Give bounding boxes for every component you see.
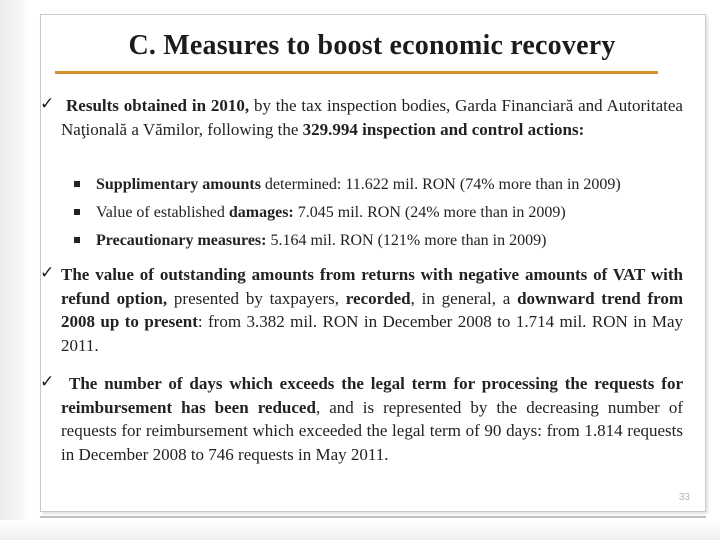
title-underline [55, 71, 658, 74]
square-bullet-icon [74, 181, 80, 187]
square-bullet-icon [74, 209, 80, 215]
bullet-results-2010 [61, 94, 683, 141]
left-decorative-band [0, 0, 30, 540]
bullet-reimbursement-days [61, 372, 683, 467]
bullet2-text-c: : from 3.382 mil. RON in December 2008 to 1.714 mil. RON in May 2011. [61, 312, 683, 356]
bullet2-recorded: recorded [345, 288, 411, 308]
bullet1-text: by the tax inspection bodies, Garda Financiară and Autoritatea Naţională a Vămilor, following the [61, 96, 683, 139]
bullet3-bold-lead: The number of days which exceeds the legal term for processing the requests for reimbursement has been reduced [61, 374, 683, 417]
sub3-text: 5.164 mil. RON (121% more than in 2009) [266, 232, 547, 249]
frame-bottom-rule [40, 516, 706, 518]
bullet2-bold-lead: The value of outstanding amounts from returns with negative amounts of VAT with refund option, [61, 265, 683, 308]
sub2-text-before: Value of established [96, 204, 229, 221]
bullet1-inspection-count: 329.994 inspection and control actions: [302, 119, 585, 139]
bullet-vat-outstanding-amounts [61, 263, 683, 358]
bullet1-bold-lead: Results obtained in 2010, [66, 96, 250, 115]
bullet2-text-a: presented by taxpayers, [167, 288, 346, 308]
sub2-text: 7.045 mil. RON (24% more than in 2009) [293, 204, 566, 221]
sub2-bold: damages: [228, 204, 294, 221]
square-bullet-icon [74, 237, 80, 243]
slide-title: C. Measures to boost economic recovery [128, 30, 616, 61]
sub3-bold: Precautionary measures: [96, 232, 267, 249]
page-number: 33 [678, 492, 690, 503]
bullet2-text-b: , in general, a [410, 288, 518, 308]
checkmark-icon: ✓ [40, 263, 55, 283]
checkmark-icon: ✓ [40, 372, 55, 392]
checkmark-icon: ✓ [40, 94, 55, 114]
sub1-text: determined: 11.622 mil. RON (74% more than in 2009) [260, 176, 621, 193]
sub1-bold: Supplimentary amounts [96, 176, 261, 193]
bullet2-downward-trend: downward trend from 2008 up to present [61, 288, 683, 332]
bottom-decorative-band [0, 520, 720, 540]
bullet3-text: , and is represented by the decreasing number of requests for reimbursement which exceeded the legal term of 90 days: from 1.814 requests in December 2008 to 746 requests in May 2011. [61, 397, 683, 465]
